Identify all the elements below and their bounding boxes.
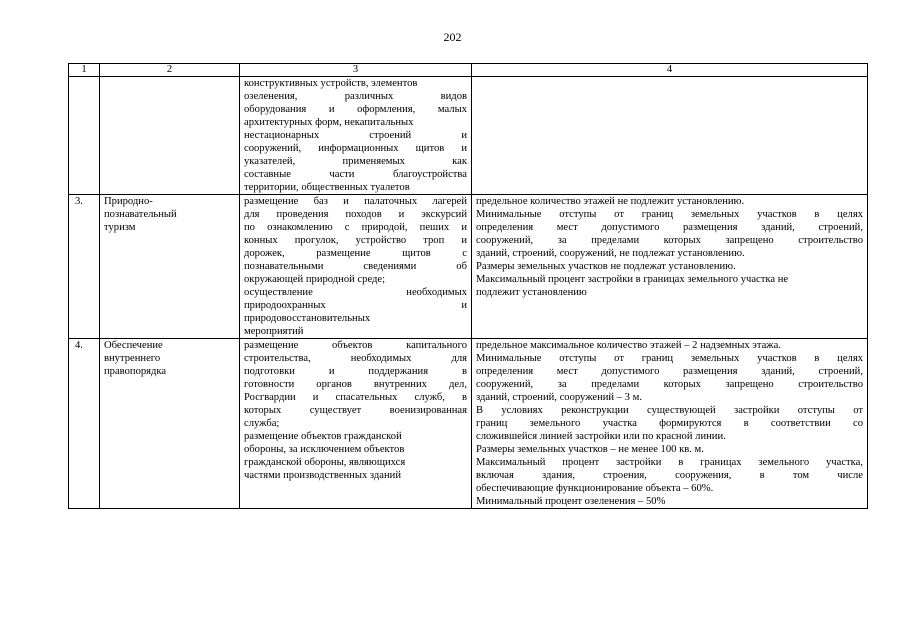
text-line: размещение баз и палаточных лагерей xyxy=(244,196,467,207)
text-line: мероприятий xyxy=(244,326,304,337)
cell-use-description xyxy=(240,195,472,339)
text-line: сооружений, за пределами которых запрещено строительство xyxy=(476,379,863,390)
text-line: природоохранных и xyxy=(244,300,467,311)
cell-num: 3. xyxy=(69,195,100,339)
text-line: оборудования и оформления, малых xyxy=(244,104,467,115)
text-line: Минимальный процент озеленения – 50% xyxy=(476,496,666,507)
text-line: частями производственных зданий xyxy=(244,470,402,481)
cell-name xyxy=(100,77,240,195)
text-line: сложившейся линией застройки или по красной линии. xyxy=(476,431,726,442)
cell-params xyxy=(472,339,868,509)
text-line: подлежит установлению xyxy=(476,287,587,298)
text-line: гражданской обороны, являющихся xyxy=(244,457,406,468)
text-line: окружающей природной среде; xyxy=(244,274,386,285)
cell-params xyxy=(472,77,868,195)
cell-name xyxy=(100,339,240,509)
text-line: обороны, за исключением объектов xyxy=(244,444,405,455)
text-line: зданий, строений, сооружений, не подлежат установлению. xyxy=(476,248,745,259)
text-line: границ земельного участка формируются в соответствии со xyxy=(476,418,863,429)
text-line: обеспечивающие функционирование объекта – 60%. xyxy=(476,483,714,494)
table-header-row xyxy=(69,64,868,77)
table-row xyxy=(69,195,868,339)
text-line: природовосстановительных xyxy=(244,313,371,324)
text-line: осуществление необходимых xyxy=(244,287,467,298)
text-line: определения мест допустимого размещения зданий, строений, xyxy=(476,366,863,377)
text-line: строительства, необходимых для xyxy=(244,353,467,364)
text-line: архитектурных форм, некапитальных xyxy=(244,117,414,128)
text-line: подготовки и поддержания в xyxy=(244,366,467,377)
text-line: определения мест допустимого размещения зданий, строений, xyxy=(476,222,863,233)
cell-name xyxy=(100,195,240,339)
text-line: Природно- xyxy=(104,196,153,207)
text-line: озеленения, различных видов xyxy=(244,91,467,102)
text-line: Максимальный процент застройки в границах земельного участка, xyxy=(476,457,863,468)
text-line: предельное максимальное количество этажей – 2 надземных этажа. xyxy=(476,340,781,351)
cell-num xyxy=(69,77,100,195)
text-line: В условиях реконструкции существующей застройки отступы от xyxy=(476,405,863,416)
text-line: туризм xyxy=(104,222,136,233)
text-line: Минимальные отступы от границ земельных участков в целях xyxy=(476,209,863,220)
text-line: внутреннего xyxy=(104,353,161,364)
text-line: включая здания, строения, сооружения, в том числе xyxy=(476,470,863,481)
text-line: для проведения походов и экскурсий xyxy=(244,209,467,220)
text-line: конных прогулок, устройство троп и xyxy=(244,235,467,246)
cell-use-description xyxy=(240,77,472,195)
text-line: предельное количество этажей не подлежит установлению. xyxy=(476,196,745,207)
text-line: нестационарных строений и xyxy=(244,130,467,141)
zoning-table xyxy=(68,63,868,509)
text-line: размещение объектов капитального xyxy=(244,340,467,351)
text-line: конструктивных устройств, элементов xyxy=(244,78,418,89)
header-cell: 2 xyxy=(100,64,240,77)
text-line: которых существует военизированная xyxy=(244,405,467,416)
text-line: Размеры земельных участков – не менее 100 кв. м. xyxy=(476,444,704,455)
text-line: правопорядка xyxy=(104,366,167,377)
text-line: Минимальные отступы от границ земельных участков в целях xyxy=(476,353,863,364)
text-line: указателей, применяемых как xyxy=(244,156,467,167)
text-line: сооружений, за пределами которых запрещено строительство xyxy=(476,235,863,246)
header-cell: 3 xyxy=(240,64,472,77)
cell-num: 4. xyxy=(69,339,100,509)
header-cell: 1 xyxy=(69,64,100,77)
table-row xyxy=(69,339,868,509)
text-line: сооружений, информационных щитов и xyxy=(244,143,467,154)
text-line: познавательный xyxy=(104,209,177,220)
cell-params xyxy=(472,195,868,339)
text-line: дорожек, размещение щитов с xyxy=(244,248,467,259)
text-line: Росгвардии и спасательных служб, в xyxy=(244,392,467,403)
header-cell: 4 xyxy=(472,64,868,77)
text-line: Максимальный процент застройки в границах земельного участка не xyxy=(476,274,789,285)
table-row-continuation xyxy=(69,77,868,195)
text-line: готовности органов внутренних дел, xyxy=(244,379,467,390)
text-line: составные части благоустройства xyxy=(244,169,467,180)
text-line: размещение объектов гражданской xyxy=(244,431,402,442)
page-number: 202 xyxy=(443,30,462,44)
text-line: по ознакомлению с природой, пеших и xyxy=(244,222,467,233)
cell-use-description xyxy=(240,339,472,509)
text-line: Обеспечение xyxy=(104,340,163,351)
text-line: служба; xyxy=(244,418,280,429)
text-line: территории, общественных туалетов xyxy=(244,182,410,193)
text-line: Размеры земельных участков не подлежат установлению. xyxy=(476,261,736,272)
text-line: познавательными сведениями об xyxy=(244,261,467,272)
text-line: зданий, строений, сооружений – 3 м. xyxy=(476,392,642,403)
